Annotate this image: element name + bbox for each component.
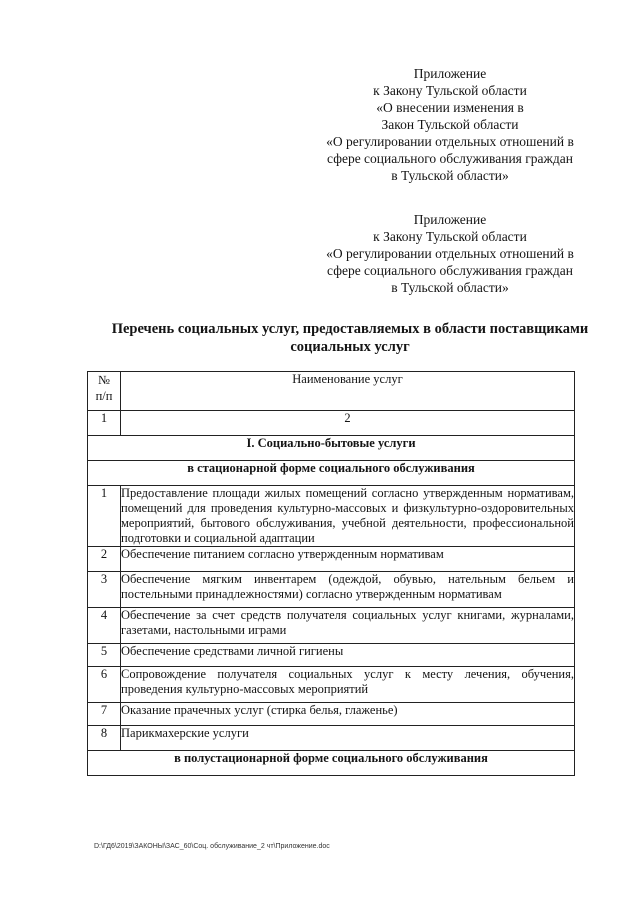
appendix-line: сфере социального обслуживания граждан xyxy=(327,263,573,278)
row-number: 2 xyxy=(88,547,121,572)
row-text: Обеспечение средствами личной гигиены xyxy=(121,644,575,667)
table-row xyxy=(88,486,575,547)
appendix-line: сфере социального обслуживания граждан xyxy=(327,151,573,166)
column-number-row xyxy=(88,411,575,436)
document-title-line: Перечень социальных услуг, предоставляемых в области поставщиками xyxy=(111,321,589,337)
appendix-line: «О внесении изменения в xyxy=(376,100,524,115)
column-number-cell: 1 xyxy=(88,411,121,436)
row-number: 6 xyxy=(88,667,121,703)
subsection-row xyxy=(88,751,575,776)
document-title xyxy=(70,320,630,356)
table-header-row xyxy=(88,372,575,411)
appendix-line: Приложение xyxy=(413,212,487,227)
appendix-line: к Закону Тульской области xyxy=(373,83,527,98)
row-number: 8 xyxy=(88,726,121,751)
section-title: I. Социально-бытовые услуги xyxy=(88,436,575,461)
document-title-line: социальных услуг xyxy=(290,339,410,355)
section-row xyxy=(88,436,575,461)
row-number: 1 xyxy=(88,486,121,547)
header-number-symbol: № xyxy=(98,373,110,387)
header-number-cell xyxy=(88,372,121,411)
row-number: 4 xyxy=(88,608,121,644)
row-text: Предоставление площади жилых помещений согласно утвержденным нормативам, помещений для проведения культурно-массовых и физкультурно-оздоровительных мероприятий, бытового обслуживания, учебной деятельности, профессиональной подготовки и социальной адаптации xyxy=(121,486,574,545)
services-table xyxy=(87,371,575,776)
appendix-line: «О регулировании отдельных отношений в xyxy=(326,134,574,149)
header-number-abbr: п/п xyxy=(95,389,113,403)
subsection-row xyxy=(88,461,575,486)
row-text: Обеспечение питанием согласно утвержденным нормативам xyxy=(121,547,575,572)
row-text: Парикмахерские услуги xyxy=(121,726,575,751)
row-text: Обеспечение за счет средств получателя социальных услуг книгами, журналами, газетами, настольными играми xyxy=(121,608,575,644)
table-row xyxy=(88,547,575,572)
file-path-footer: D:\ГД6\2019\ЗАКОНЫ\ЗАС_60\Соц. обслуживание_2 чт\Приложение.doc xyxy=(94,843,330,850)
appendix-line: к Закону Тульской области xyxy=(373,229,527,244)
subsection-title-stationary: в стационарной форме социального обслуживания xyxy=(88,461,575,486)
appendix-heading-law xyxy=(300,211,600,296)
table-row xyxy=(88,703,575,726)
row-text: Оказание прачечных услуг (стирка белья, глаженье) xyxy=(121,703,575,726)
appendix-line: Закон Тульской области xyxy=(381,117,519,132)
appendix-heading-amendment xyxy=(300,65,600,184)
appendix-line: «О регулировании отдельных отношений в xyxy=(326,246,574,261)
table-row xyxy=(88,644,575,667)
table-row xyxy=(88,667,575,703)
appendix-line: в Тульской области» xyxy=(391,168,509,183)
appendix-line: Приложение xyxy=(413,66,487,81)
subsection-title-semistationary: в полустационарной форме социального обслуживания xyxy=(88,751,575,776)
column-number-cell: 2 xyxy=(121,411,575,436)
row-text: Обеспечение мягким инвентарем (одеждой, обувью, нательным бельем и постельными принадлежностями) согласно утвержденным нормативам xyxy=(121,572,575,608)
row-text: Сопровождение получателя социальных услуг к месту лечения, обучения, проведения культурно-массовых мероприятий xyxy=(121,667,575,703)
table-row xyxy=(88,726,575,751)
table-row xyxy=(88,608,575,644)
row-number: 3 xyxy=(88,572,121,608)
appendix-line: в Тульской области» xyxy=(391,280,509,295)
table-row xyxy=(88,572,575,608)
row-number: 5 xyxy=(88,644,121,667)
header-name-cell: Наименование услуг xyxy=(121,372,575,411)
row-number: 7 xyxy=(88,703,121,726)
